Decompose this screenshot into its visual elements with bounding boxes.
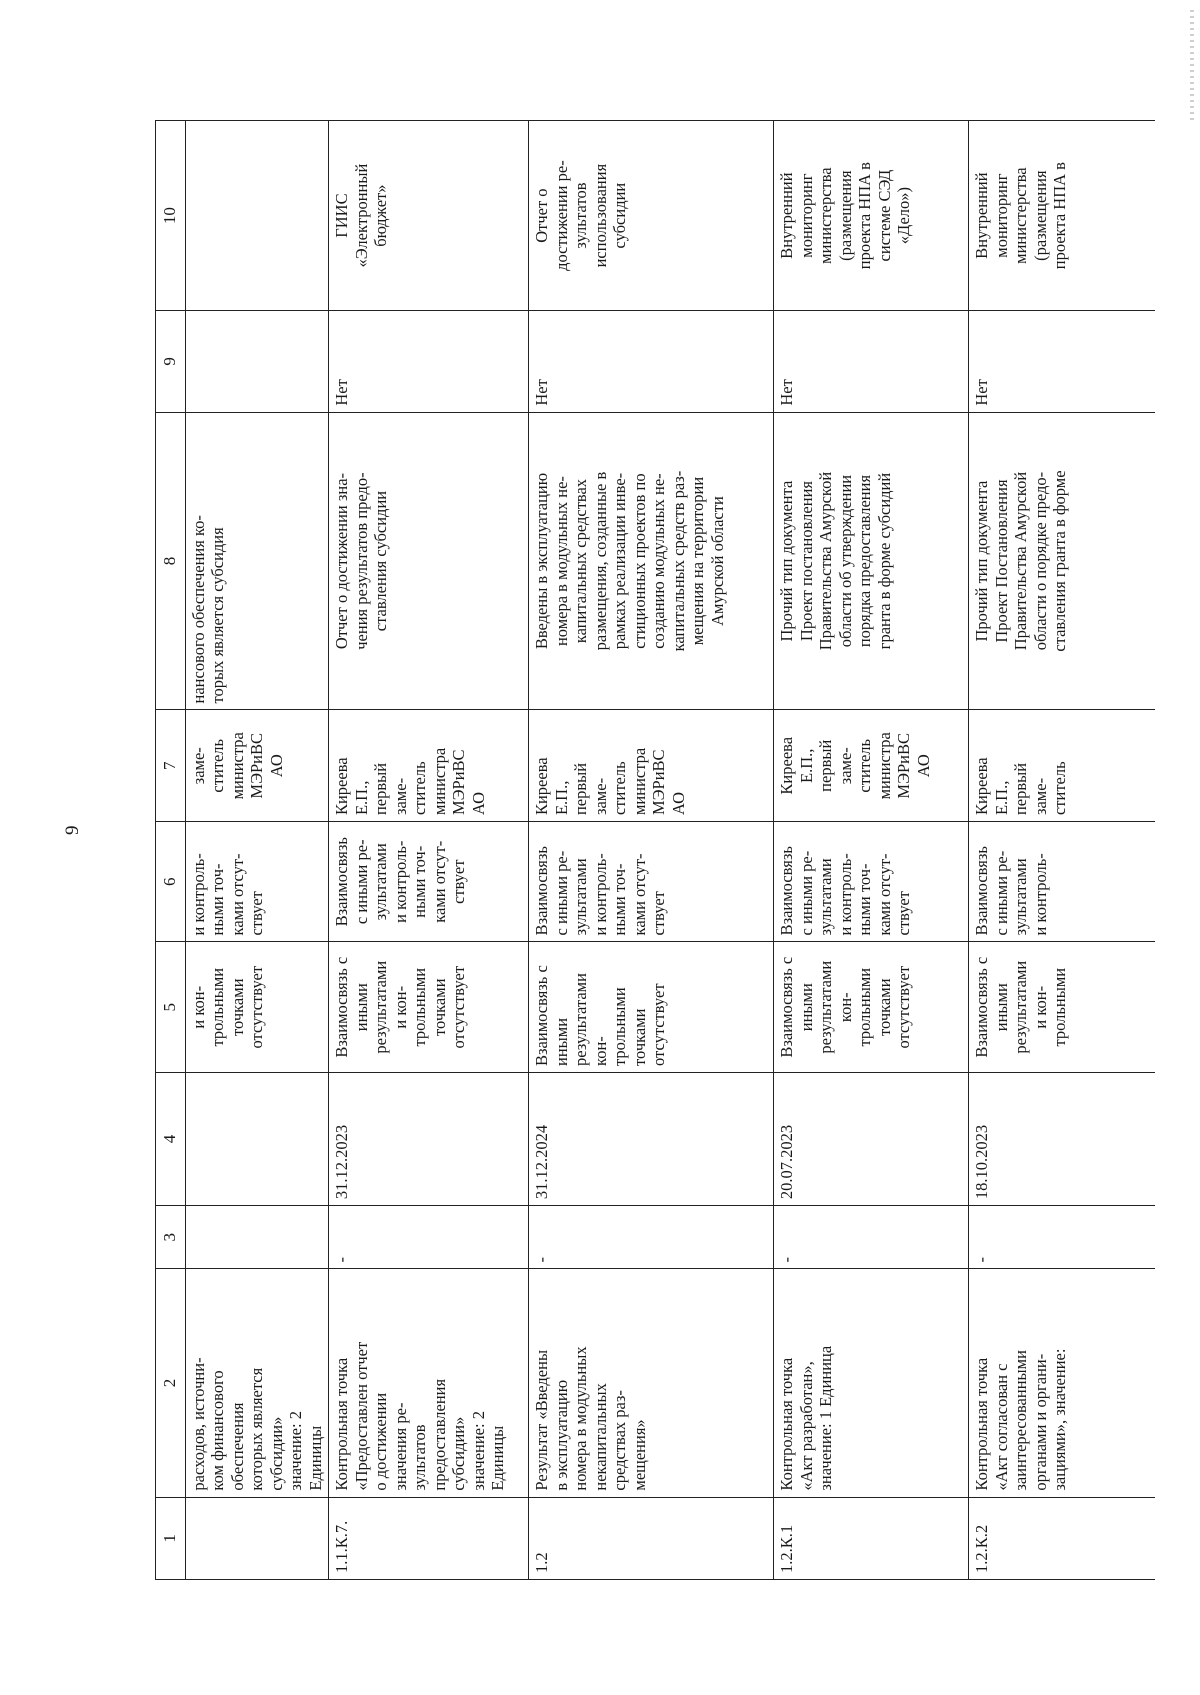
- cell-name: Контрольная точка «Акт разработан», значение: 1 Единица: [774, 1269, 969, 1497]
- header-cell: 7: [156, 710, 186, 822]
- cell-document: Прочий тип документа Проект постановления Правительства Амурской области об утверждении порядка предоставления гранта в форме субсидий: [774, 412, 969, 710]
- cell-system: [186, 121, 329, 311]
- cell-base: -: [774, 1206, 969, 1269]
- cell-predecessor: и кон- трольными точками отсутствует: [186, 942, 329, 1073]
- cell-successor: Взаимосвязь с иными ре- зультатами и контроль- ными точ- ками отсут- ствует: [329, 822, 529, 942]
- cell-name: Контрольная точка «Акт согласован с заинтересованными органами и органи- зациями», значение:: [969, 1269, 1155, 1497]
- cell-date: [186, 1072, 329, 1205]
- header-cell: 2: [156, 1269, 186, 1497]
- cell-name: Результат «Введены в эксплуатацию номера в модульных некапитальных средствах раз- мещения»: [529, 1269, 774, 1497]
- cell-number: [186, 1497, 329, 1579]
- cell-document: Отчет о достижении зна- чения результатов предо- ставления субсидии: [329, 412, 529, 710]
- cell-successor: Взаимосвязь с иными ре- зультатами и контроль- ными точ- ками отсут- ствует: [774, 822, 969, 942]
- header-cell: 10: [156, 121, 186, 311]
- header-row: [156, 121, 186, 1580]
- cell-name: расходов, источни- ком финансового обеспечения которых является субсидии» значение: 2 Единицы: [186, 1269, 329, 1497]
- rotated-table-container: [155, 120, 1155, 1580]
- cell-number: 1.2: [529, 1497, 774, 1579]
- table-row: [529, 121, 774, 1580]
- page-number: 9: [62, 825, 83, 835]
- table-row: [774, 121, 969, 1580]
- cell-number: 1.2.К.1: [774, 1497, 969, 1579]
- table-row: [969, 121, 1155, 1580]
- cell-document: нансового обеспечения ко- торых является субсидия: [186, 412, 329, 710]
- cell-flag: Нет: [329, 311, 529, 412]
- cell-system: Внутренний мониторинг министерства (размещения проекта НПА в системе СЭД «Дело»): [774, 121, 969, 311]
- plan-table: [155, 120, 1155, 1580]
- table-row: [329, 121, 529, 1580]
- cell-predecessor: Взаимосвязь с иными результатами и кон- трольными точками отсутствует: [329, 942, 529, 1073]
- cell-responsible: Киреева Е.П., первый заме- ститель министра МЭРиВС АО: [529, 710, 774, 822]
- cell-predecessor: Взаимосвязь с иными результатами кон- трольными точками отсутствует: [529, 942, 774, 1073]
- cell-responsible: заме- ститель министра МЭРиВС АО: [186, 710, 329, 822]
- scan-artifact: [1190, 10, 1194, 120]
- cell-flag: Нет: [529, 311, 774, 412]
- cell-name: Контрольная точка «Предоставлен отчет о достижении значения ре- зультатов предоставления субсидии» значение: 2 Единицы: [329, 1269, 529, 1497]
- cell-system: Отчет о достижении ре- зультатов использования субсидии: [529, 121, 774, 311]
- cell-successor: Взаимосвязь с иными ре- зультатами и контроль- ными точ- ками отсут- ствует: [529, 822, 774, 942]
- header-cell: 6: [156, 822, 186, 942]
- header-cell: 1: [156, 1497, 186, 1579]
- cell-base: -: [329, 1206, 529, 1269]
- table-frame: [155, 120, 1155, 1580]
- cell-number: 1.2.К.2: [969, 1497, 1155, 1579]
- cell-system: Внутренний мониторинг министерства (размещения проекта НПА в: [969, 121, 1155, 311]
- cell-responsible: Киреева Е.П., первый заме- ститель: [969, 710, 1155, 822]
- header-cell: 9: [156, 311, 186, 412]
- cell-responsible: Киреева Е.П., первый заме- ститель министра МЭРиВС АО: [329, 710, 529, 822]
- cell-responsible: Киреева Е.П., первый заме- ститель министра МЭРиВС АО: [774, 710, 969, 822]
- cell-flag: [186, 311, 329, 412]
- cell-base: -: [529, 1206, 774, 1269]
- cell-date: 20.07.2023: [774, 1072, 969, 1205]
- cell-base: [186, 1206, 329, 1269]
- header-cell: 4: [156, 1072, 186, 1205]
- table-row: [186, 121, 329, 1580]
- cell-successor: Взаимосвязь с иными ре- зультатами и контроль-: [969, 822, 1155, 942]
- cell-date: 31.12.2023: [329, 1072, 529, 1205]
- cell-number: 1.1.К.7.: [329, 1497, 529, 1579]
- cell-document: Прочий тип документа Проект Постановления Правительства Амурской области о порядке предо- ставления гранта в форме: [969, 412, 1155, 710]
- cell-system: ГИИС «Электронный бюджет»: [329, 121, 529, 311]
- header-cell: 8: [156, 412, 186, 710]
- cell-predecessor: Взаимосвязь с иными результатами кон- трольными точками отсутствует: [774, 942, 969, 1073]
- cell-date: 18.10.2023: [969, 1072, 1155, 1205]
- header-cell: 3: [156, 1206, 186, 1269]
- cell-predecessor: Взаимосвязь с иными результатами и кон- трольными: [969, 942, 1155, 1073]
- cell-successor: и контроль- ными точ- ками отсут- ствует: [186, 822, 329, 942]
- cell-flag: Нет: [969, 311, 1155, 412]
- header-cell: 5: [156, 942, 186, 1073]
- cell-document: Введены в эксплуатацию номера в модульных не- капитальных средствах размещения, созданные в рамках реализации инве- стиционных проектов по созданию модульных не- капитальных средств раз- мещения на территории Амурской области: [529, 412, 774, 710]
- cell-base: -: [969, 1206, 1155, 1269]
- cell-date: 31.12.2024: [529, 1072, 774, 1205]
- cell-flag: Нет: [774, 311, 969, 412]
